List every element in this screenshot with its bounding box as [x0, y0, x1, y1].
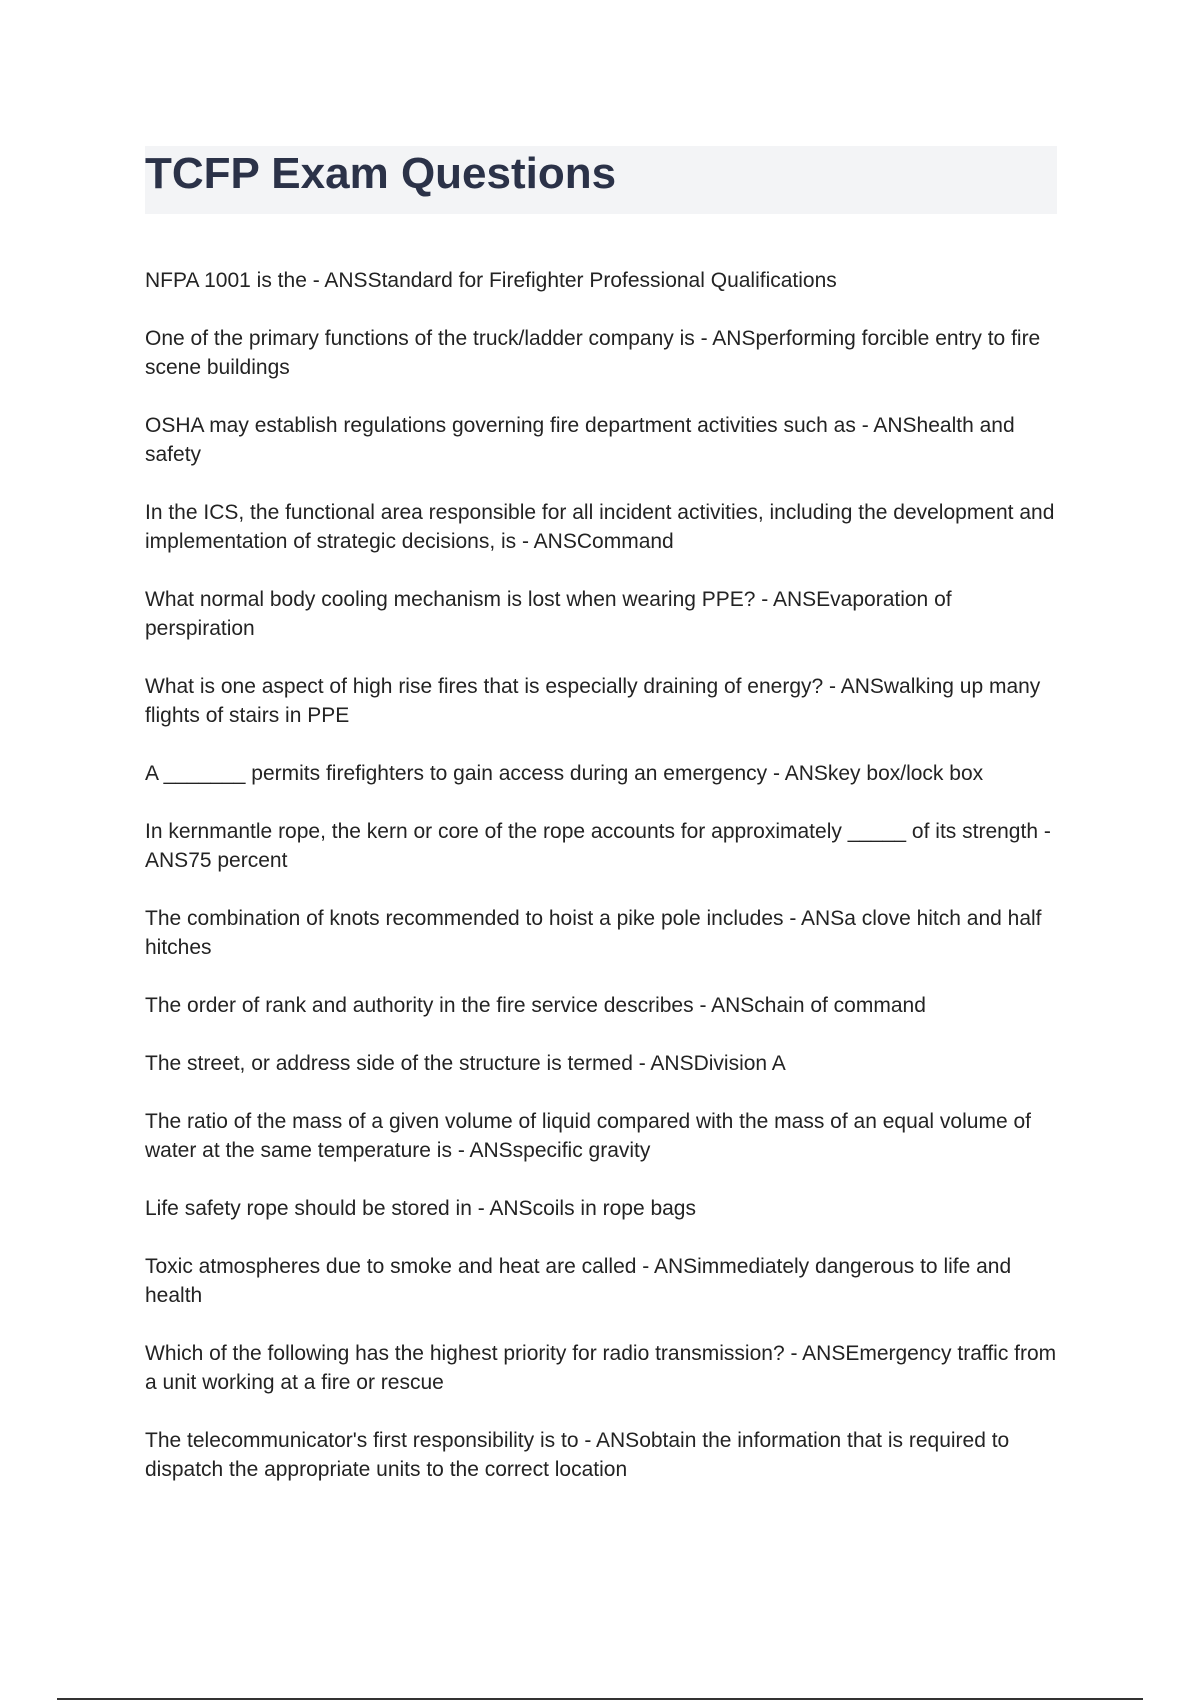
qa-item	[145, 1339, 1065, 1397]
question-text: The street, or address side of the structure is termed - ANS	[145, 1052, 694, 1075]
question-text: The ratio of the mass of a given volume of liquid compared with the mass of an equal volume of water at the same temperature is - ANS	[145, 1110, 1031, 1162]
answer-text: walking up many flights of stairs in PPE	[145, 675, 1041, 727]
answer-text: Division A	[693, 1052, 786, 1075]
answer-text: obtain the information that is required to dispatch the appropriate units to the correct location	[145, 1429, 1010, 1481]
question-text: The combination of knots recommended to hoist a pike pole includes - ANS	[145, 907, 844, 930]
qa-item	[145, 1252, 1065, 1310]
page-title: TCFP Exam Questions	[145, 149, 617, 198]
answer-text: Command	[576, 530, 674, 553]
qa-item	[145, 759, 1065, 788]
question-text: NFPA 1001 is the - ANS	[145, 269, 368, 292]
question-text: Life safety rope should be stored in - ANS	[145, 1197, 533, 1220]
question-text: Toxic atmospheres due to smoke and heat are called - ANS	[145, 1255, 697, 1278]
qa-item	[145, 324, 1065, 382]
qa-item	[145, 672, 1065, 730]
qa-item	[145, 1049, 1065, 1078]
question-text: What is one aspect of high rise fires that is especially draining of energy? - ANS	[145, 675, 884, 698]
question-text: OSHA may establish regulations governing fire department activities such as - ANS	[145, 414, 917, 437]
qa-item	[145, 411, 1065, 469]
qa-item	[145, 585, 1065, 643]
qa-item	[145, 1107, 1065, 1165]
qa-item	[145, 1426, 1065, 1484]
answer-text: coils in rope bags	[532, 1197, 696, 1220]
answer-text: specific gravity	[512, 1139, 651, 1162]
answer-text: Evaporation of perspiration	[145, 588, 952, 640]
answer-text: immediately dangerous to life and health	[145, 1255, 1012, 1307]
qa-list	[145, 266, 1065, 1484]
qa-item	[145, 1194, 1065, 1223]
question-text: The order of rank and authority in the fire service describes - ANS	[145, 994, 754, 1017]
question-text: The telecommunicator's first responsibility is to - ANS	[145, 1429, 639, 1452]
question-text: One of the primary functions of the truck/ladder company is - ANS	[145, 327, 755, 350]
answer-text: Emergency traffic from a unit working at a fire or rescue	[145, 1342, 1057, 1394]
answer-text: chain of command	[754, 994, 926, 1017]
qa-item	[145, 991, 1065, 1020]
question-text: In kernmantle rope, the kern or core of the rope accounts for approximately _____ of its strength - ANS	[145, 820, 1051, 872]
answer-text: health and safety	[145, 414, 1015, 466]
question-text: A _______ permits firefighters to gain access during an emergency - ANS	[145, 762, 828, 785]
title-banner	[145, 146, 1057, 214]
answer-text: a clove hitch and half hitches	[145, 907, 1042, 959]
question-text: Which of the following has the highest priority for radio transmission? - ANS	[145, 1342, 845, 1365]
qa-item	[145, 904, 1065, 962]
question-text: In the ICS, the functional area responsible for all incident activities, including the development and implementation of strategic decisions, is - ANS	[145, 501, 1054, 553]
answer-text: key box/lock box	[827, 762, 984, 785]
qa-item	[145, 266, 1065, 295]
answer-text: performing forcible entry to fire scene buildings	[145, 327, 1041, 379]
question-text: What normal body cooling mechanism is lost when wearing PPE? - ANS	[145, 588, 816, 611]
qa-item	[145, 498, 1065, 556]
qa-item	[145, 817, 1065, 875]
answer-text: Standard for Firefighter Professional Qualifications	[367, 269, 837, 292]
answer-text: 75 percent	[188, 849, 288, 872]
